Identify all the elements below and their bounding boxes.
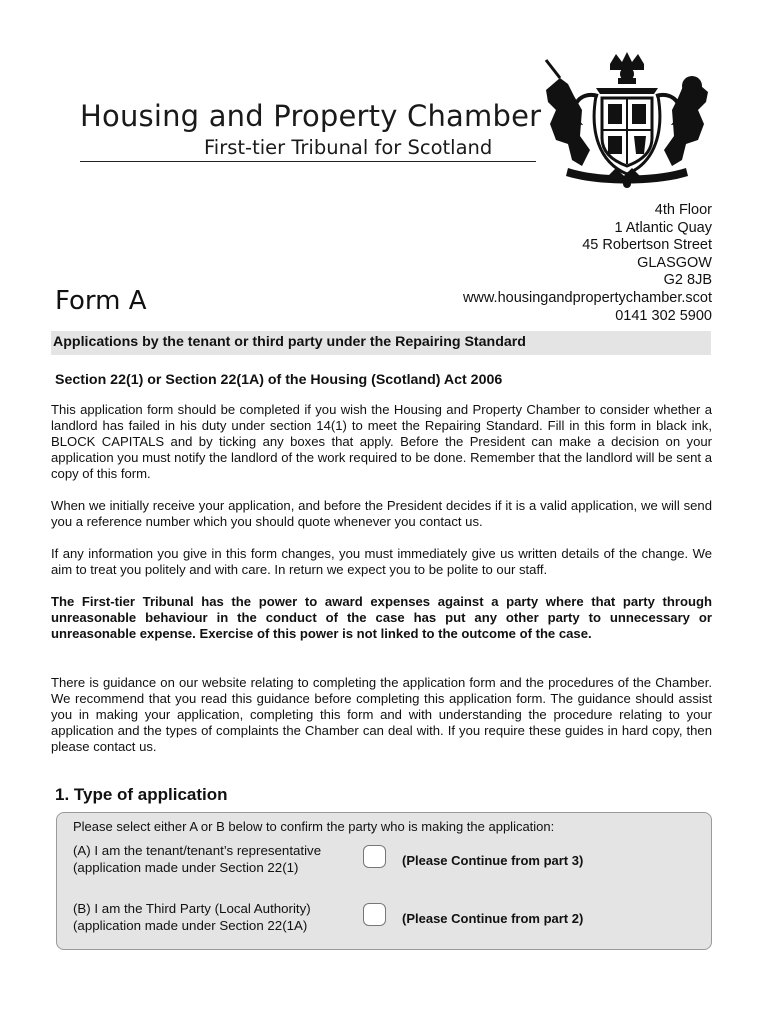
reference-paragraph: When we initially receive your application, and before the President decides if it is a valid application, we will send you a reference number which you should quote whenever you contact us.: [51, 498, 712, 530]
form-subtitle-bar: [51, 331, 711, 355]
royal-coat-of-arms-logo: [538, 50, 716, 190]
option-a-line2: (application made under Section 22(1): [73, 860, 299, 875]
address-line-city: GLASGOW: [637, 254, 712, 271]
organisation-subtitle: First-tier Tribunal for Scotland: [204, 136, 493, 159]
option-a-continue-note: (Please Continue from part 3): [402, 853, 584, 868]
option-b-line1: (B) I am the Third Party (Local Authority): [73, 901, 311, 916]
address-block: [463, 202, 712, 325]
part1-heading: 1. Type of application: [55, 785, 228, 804]
option-a-label: [73, 842, 321, 876]
address-website: www.housingandpropertychamber.scot: [462, 289, 712, 306]
expenses-paragraph: The First-tier Tribunal has the power to award expenses against a party where that party through unreasonable behaviour in the conduct of the case has put any other party to unnecessary or unreasonable expense. Exercise of this power is not linked to the outcome of the case.: [51, 594, 712, 642]
address-line-street: 45 Robertson Street: [582, 237, 712, 254]
address-phone: 0141 302 5900: [615, 307, 712, 324]
option-b-label: [73, 900, 311, 934]
option-b-checkbox[interactable]: [363, 903, 386, 926]
organisation-name: Housing and Property Chamber: [80, 99, 542, 133]
changes-paragraph: If any information you give in this form changes, you must immediately give us written details of the change. We aim to treat you politely and with care. In return we expect you to be polite to our staff.: [51, 546, 712, 578]
address-line-postcode: G2 8JB: [663, 272, 712, 289]
application-type-instruction: Please select either A or B below to confirm the party who is making the application:: [73, 819, 555, 834]
address-line-floor: 4th Floor: [654, 202, 712, 218]
option-a-checkbox[interactable]: [363, 845, 386, 868]
option-b-line2: (application made under Section 22(1A): [73, 918, 308, 933]
option-b-continue-note: (Please Continue from part 2): [402, 911, 584, 926]
section-heading: Section 22(1) or Section 22(1A) of the Housing (Scotland) Act 2006: [55, 372, 503, 388]
intro-paragraph: This application form should be completed if you wish the Housing and Property Chamber to consider whether a landlord has failed in his duty under section 14(1) to meet the Repairing Standard. Fill in this form in black ink, BLOCK CAPITALS and by ticking any boxes that apply. Before the President can make a decision on your application you must notify the landlord of the work required to be done. Remember that the landlord will be sent a copy of this form.: [51, 402, 712, 482]
option-a-line1: (A) I am the tenant/tenant’s representative: [73, 843, 322, 858]
header-divider: [80, 161, 536, 162]
form-title: Form A: [55, 286, 147, 316]
guidance-paragraph: There is guidance on our website relating to completing the application form and the procedures of the Chamber. We recommend that you read this guidance before completing this application form. The guidance should assist you in making your application, completing this form and with understanding the procedure relating to your application and the types of complaints the Chamber can deal with. If you require these guides in hard copy, then please contact us.: [51, 675, 712, 755]
address-line-building: 1 Atlantic Quay: [614, 219, 712, 236]
form-subtitle: Applications by the tenant or third party under the Repairing Standard: [53, 334, 526, 350]
